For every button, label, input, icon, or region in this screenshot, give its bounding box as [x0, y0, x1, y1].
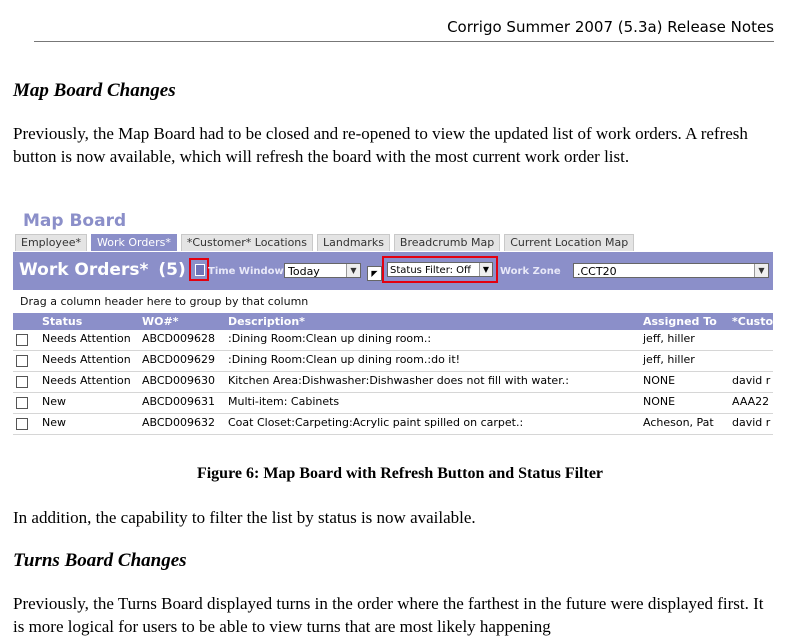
- description-cell: Coat Closet:Carpeting:Acrylic paint spilled on carpet.:: [228, 416, 524, 429]
- work-zone-label: Work Zone: [500, 266, 561, 277]
- column-header-description[interactable]: Description*: [228, 315, 305, 328]
- tab-current-location-map[interactable]: Current Location Map: [504, 234, 634, 251]
- status-cell: New: [42, 395, 66, 408]
- work-zone-value: .CCT20: [577, 265, 617, 278]
- description-cell: Kitchen Area:Dishwasher:Dishwasher does not fill with water.:: [228, 374, 569, 387]
- assigned-to-cell: NONE: [643, 395, 676, 408]
- column-header-customer[interactable]: *Custo: [732, 315, 773, 328]
- grid-header: [13, 313, 773, 330]
- status-filter-select[interactable]: [387, 262, 493, 277]
- status-cell: Needs Attention: [42, 374, 131, 387]
- time-window-picker-button[interactable]: ◤: [367, 266, 382, 281]
- customer-cell: david r: [732, 374, 771, 387]
- description-cell: :Dining Room:Clean up dining room.:do it!: [228, 353, 461, 366]
- row-checkbox[interactable]: [16, 334, 28, 346]
- column-header-wo[interactable]: WO#*: [142, 315, 179, 328]
- row-checkbox[interactable]: [16, 355, 28, 367]
- chevron-down-icon: ▼: [754, 264, 768, 277]
- table-row[interactable]: [13, 372, 773, 393]
- map-board-paragraph: Previously, the Map Board had to be closed and re-opened to view the updated list of work orders. A refresh button is now available, which will refresh the board with the most current work order list.: [13, 124, 748, 166]
- status-filter-highlight: [382, 256, 498, 283]
- figure-caption: Figure 6: Map Board with Refresh Button and Status Filter: [196, 465, 604, 482]
- wo-cell: ABCD009628: [142, 332, 216, 345]
- customer-cell: david r: [732, 416, 771, 429]
- header-rule: [34, 41, 774, 42]
- row-checkbox[interactable]: [16, 376, 28, 388]
- assigned-to-cell: NONE: [643, 374, 676, 387]
- column-header-status[interactable]: Status: [42, 315, 83, 328]
- tab-breadcrumb-map[interactable]: Breadcrumb Map: [394, 234, 500, 251]
- section-heading-turns-board: Turns Board Changes: [13, 550, 187, 571]
- customer-cell: AAA22: [732, 395, 770, 408]
- wo-cell: ABCD009631: [142, 395, 216, 408]
- time-window-value: Today: [288, 265, 320, 278]
- work-orders-toolbar: [13, 252, 773, 290]
- tab-employee[interactable]: Employee*: [15, 234, 87, 251]
- tab-customer-locations[interactable]: *Customer* Locations: [181, 234, 313, 251]
- work-orders-count: (5): [158, 260, 186, 280]
- tab-work-orders[interactable]: Work Orders*: [91, 234, 177, 251]
- wo-cell: ABCD009632: [142, 416, 216, 429]
- row-checkbox[interactable]: [16, 418, 28, 430]
- description-cell: Multi-item: Cabinets: [228, 395, 340, 408]
- map-board-screenshot: [13, 209, 773, 441]
- assigned-to-cell: Acheson, Pat: [643, 416, 714, 429]
- time-window-select[interactable]: [284, 263, 361, 278]
- work-order-grid: [13, 313, 773, 435]
- status-cell: Needs Attention: [42, 353, 131, 366]
- row-checkbox[interactable]: [16, 397, 28, 409]
- table-row[interactable]: [13, 393, 773, 414]
- time-window-label: Time Window: [208, 266, 284, 277]
- work-orders-label: Work Orders*: [19, 260, 149, 280]
- section-heading-map-board: Map Board Changes: [13, 80, 176, 101]
- group-hint: Drag a column header here to group by that column: [20, 295, 309, 308]
- wo-cell: ABCD009629: [142, 353, 216, 366]
- running-header: Corrigo Summer 2007 (5.3a) Release Notes: [447, 18, 774, 36]
- status-cell: New: [42, 416, 66, 429]
- status-filter-value: Status Filter: Off: [390, 265, 471, 276]
- refresh-button[interactable]: [189, 258, 209, 281]
- description-cell: :Dining Room:Clean up dining room.:: [228, 332, 432, 345]
- chevron-down-icon: ▼: [479, 263, 492, 276]
- assigned-to-cell: jeff, hiller: [643, 353, 695, 366]
- table-row[interactable]: [13, 414, 773, 435]
- work-zone-select[interactable]: [573, 263, 769, 278]
- tab-strip: [15, 234, 638, 252]
- assigned-to-cell: jeff, hiller: [643, 332, 695, 345]
- turns-board-paragraph: Previously, the Turns Board displayed turns in the order where the farthest in the future were displayed first. It is more logical for users to be able to view turns that are most likely happening: [13, 594, 764, 636]
- work-orders-title: [19, 260, 186, 280]
- tab-landmarks[interactable]: Landmarks: [317, 234, 390, 251]
- chevron-down-icon: ▼: [346, 264, 360, 277]
- map-board-title: Map Board: [23, 211, 127, 231]
- wo-cell: ABCD009630: [142, 374, 216, 387]
- table-row[interactable]: [13, 330, 773, 351]
- column-header-assigned-to[interactable]: Assigned To: [643, 315, 717, 328]
- refresh-icon: [195, 264, 205, 276]
- table-row[interactable]: [13, 351, 773, 372]
- status-filter-paragraph: In addition, the capability to filter the list by status is now available.: [13, 508, 476, 527]
- status-cell: Needs Attention: [42, 332, 131, 345]
